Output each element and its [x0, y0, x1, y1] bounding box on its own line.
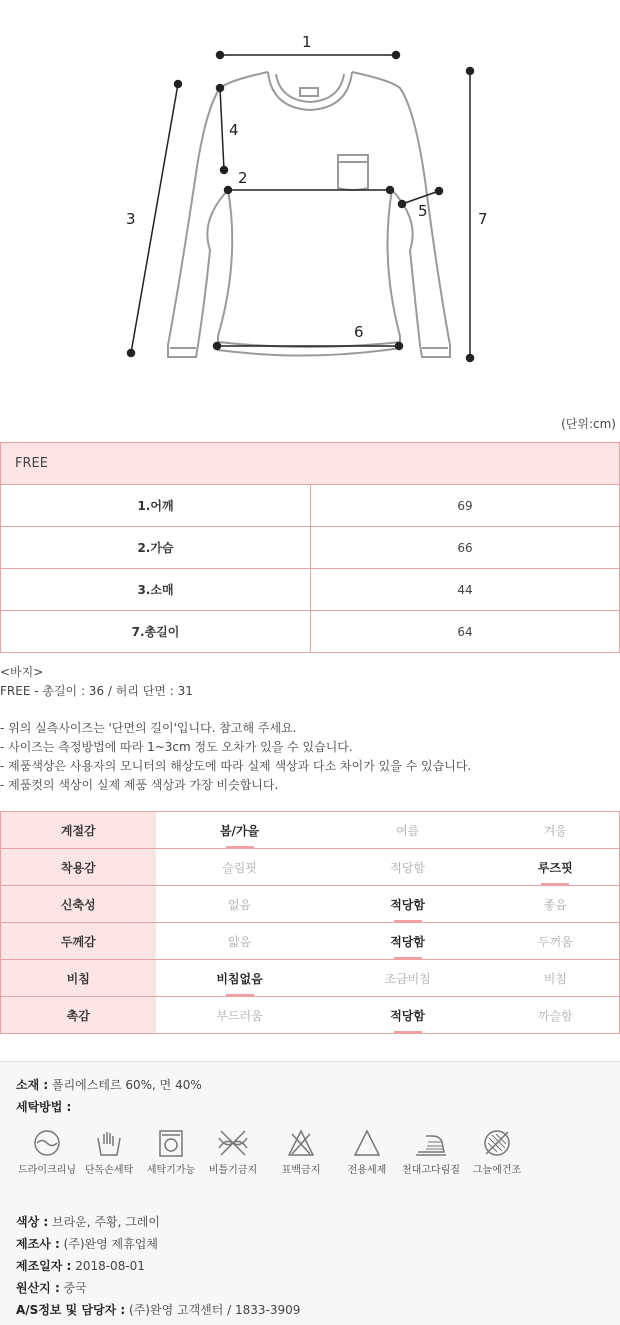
care-label: 천대고다림질: [402, 1165, 460, 1176]
feel-option: 부드러움: [156, 997, 324, 1034]
neutral-detergent-icon: [352, 1128, 382, 1158]
as-row: [16, 1301, 300, 1318]
no-bleach-icon: [286, 1128, 316, 1158]
feel-option: 조금비침: [324, 960, 492, 997]
table-row: [1, 886, 620, 923]
care-label: 단독손세탁: [84, 1165, 134, 1176]
care-label: 세탁기가능: [146, 1165, 196, 1176]
feel-option-selected: 적당함: [324, 886, 492, 923]
size-row-value: 44: [311, 569, 620, 611]
feel-option-selected: 적당함: [324, 923, 492, 960]
table-row: [1, 611, 620, 653]
feel-option-selected: 비침없음: [156, 960, 324, 997]
care-item: [400, 1128, 462, 1178]
size-table: [0, 442, 620, 653]
table-row: [1, 527, 620, 569]
size-row-label: 7.총길이: [1, 611, 311, 653]
care-item: [16, 1128, 78, 1178]
pants-title: <바지>: [0, 665, 44, 679]
color-row: [16, 1213, 160, 1230]
measure-label-shoulder: 1: [302, 33, 312, 51]
measure-label-hem: 6: [354, 323, 364, 341]
measure-label-sleeve-width: 5: [418, 202, 428, 220]
size-table-header-row: [1, 443, 620, 485]
note-line: - 위의 실측사이즈는 '단면의 길이'입니다. 참고해 주세요.: [0, 721, 297, 735]
wash-row: [16, 1098, 71, 1115]
table-row: [1, 960, 620, 997]
maker-row: [16, 1235, 158, 1252]
care-item: [466, 1128, 528, 1178]
no-wring-icon: [216, 1128, 250, 1158]
measure-label-total-length: 7: [478, 210, 488, 228]
care-item: [140, 1128, 202, 1178]
feel-option: 여름: [324, 812, 492, 849]
date-label: 제조일자 :: [16, 1259, 72, 1273]
origin-row: [16, 1279, 87, 1296]
date-row: [16, 1257, 145, 1274]
as-value: (주)완영 고객센터 / 1833-3909: [129, 1303, 301, 1317]
table-row: [1, 997, 620, 1034]
care-label: 드라이크리닝: [18, 1165, 76, 1176]
iron-cloth-icon: [414, 1128, 448, 1158]
measure-label-chest: 2: [238, 169, 248, 187]
care-icons: [16, 1128, 536, 1200]
size-diagram: [0, 0, 620, 410]
table-row: [1, 485, 620, 527]
as-label: A/S정보 및 담당자 :: [16, 1303, 126, 1317]
color-label: 색상 :: [16, 1215, 49, 1229]
feel-option: 얇음: [156, 923, 324, 960]
color-value: 브라운, 주황, 그레이: [52, 1215, 160, 1229]
feel-row-label: 신축성: [1, 886, 156, 923]
size-row-label: 3.소매: [1, 569, 311, 611]
shirt-outline-drawing: [0, 0, 620, 410]
washing-machine-icon: [156, 1128, 186, 1158]
material-row: [16, 1076, 202, 1093]
maker-label: 제조사 :: [16, 1237, 60, 1251]
note-line: - 제품색상은 사용자의 모니터의 해상도에 따라 실제 색상과 다소 차이가 있을 수 있습니다.: [0, 759, 472, 773]
care-label: 표백금지: [281, 1165, 321, 1176]
table-row: [1, 812, 620, 849]
feel-row-label: 촉감: [1, 997, 156, 1034]
feel-option-selected: 루즈핏: [492, 849, 620, 886]
size-row-label: 1.어깨: [1, 485, 311, 527]
dry-clean-icon: [32, 1128, 62, 1158]
care-item: [78, 1128, 140, 1178]
size-row-label: 2.가슴: [1, 527, 311, 569]
size-notes: [0, 663, 620, 795]
care-item: [202, 1128, 264, 1178]
origin-label: 원산지 :: [16, 1281, 60, 1295]
feel-row-label: 착용감: [1, 849, 156, 886]
pants-size-line: FREE - 총길이 : 36 / 허리 단면 : 31: [0, 684, 193, 698]
feel-option: 두꺼움: [492, 923, 620, 960]
table-row: [1, 849, 620, 886]
feel-row-label: 두께감: [1, 923, 156, 960]
feel-option: 슬림핏: [156, 849, 324, 886]
care-label: 그늘에건조: [472, 1165, 522, 1176]
size-row-value: 64: [311, 611, 620, 653]
size-row-value: 66: [311, 527, 620, 569]
feel-option: 까슬함: [492, 997, 620, 1034]
note-line: - 제품컷의 색상이 실제 제품 색상과 가장 비슷합니다.: [0, 778, 279, 792]
care-label: 비틀기금지: [208, 1165, 258, 1176]
feel-option: 좋음: [492, 886, 620, 923]
shade-dry-icon: [482, 1128, 512, 1158]
feel-row-label: 계절감: [1, 812, 156, 849]
note-line: - 사이즈는 측정방법에 따라 1~3cm 정도 오차가 있을 수 있습니다.: [0, 740, 353, 754]
feel-option: 겨울: [492, 812, 620, 849]
hand-wash-icon: [94, 1128, 124, 1158]
feel-option: 적당함: [324, 849, 492, 886]
size-row-value: 69: [311, 485, 620, 527]
size-header-free: FREE: [1, 443, 620, 485]
origin-value: 중국: [63, 1281, 87, 1295]
fit-feel-table: [0, 811, 620, 1034]
material-value: 폴리에스테르 60%, 면 40%: [52, 1078, 202, 1092]
feel-option: 없음: [156, 886, 324, 923]
feel-option-selected: 적당함: [324, 997, 492, 1034]
table-row: [1, 569, 620, 611]
feel-option-selected: 봄/가을: [156, 812, 324, 849]
measure-label-armhole: 4: [229, 121, 239, 139]
product-info: [0, 1061, 620, 1325]
maker-value: (주)완영 제휴업체: [63, 1237, 158, 1251]
measure-label-sleeve: 3: [126, 210, 136, 228]
care-item: [270, 1128, 332, 1178]
feel-row-label: 비침: [1, 960, 156, 997]
table-row: [1, 923, 620, 960]
date-value: 2018-08-01: [75, 1259, 145, 1273]
care-item: [336, 1128, 398, 1178]
feel-option: 비침: [492, 960, 620, 997]
material-label: 소재 :: [16, 1078, 49, 1092]
care-label: 전용세제: [347, 1165, 387, 1176]
unit-label: (단위:cm): [561, 417, 616, 431]
wash-label: 세탁방법 :: [16, 1100, 72, 1114]
